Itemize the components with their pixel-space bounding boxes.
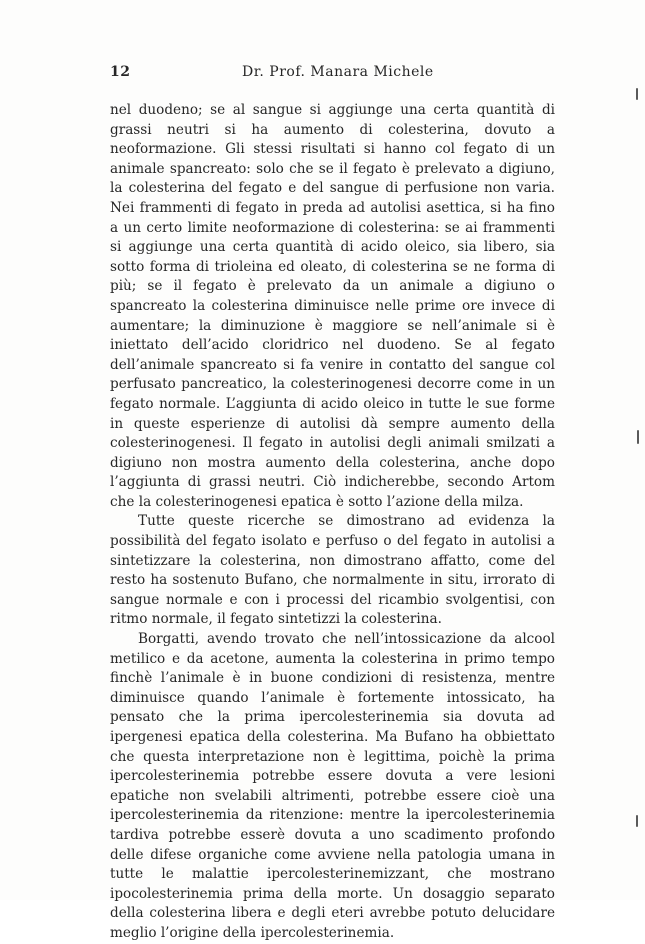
running-head: Dr. Prof. Manara Michele [242, 64, 434, 80]
scan-edge-mark-bottom [636, 815, 638, 827]
body-text [110, 101, 555, 944]
paragraph-3: Borgatti, avendo trovato che nell’intossicazione da alcool metilico e da acetone, aumenta la colesterina in primo tempo finchè l’animale è in buone condizioni di resistenza, mentre diminuisce quando l’animale è fortemente intossicato, ha pensato che la prima ipercolesterinemia sia dovuta ad ipergenesi epatica della colesterina. Ma Bufano ha obbiettato che questa interpretazione non è legittima, poichè la prima ipercolesterinemia potrebbe essere dovuta a vere lesioni epatiche non svelabili altrimenti, potrebbe essere cioè una ipercolesterinemia da ritenzione: mentre la ipercolesterinemia tardiva potrebbe esserè dovuta a uno scadimento profondo delle difese organiche come avviene nella patologia umana in tutte le malattie ipercolesterinemizzant, che mostrano ipocolesterinemia prima della morte. Un dosaggio separato della colesterina libera e degli eteri avrebbe potuto delucidare meglio l’origine della ipercolesterinemia. [110, 631, 555, 941]
page-header [110, 64, 530, 84]
scan-edge-mark-top [636, 88, 638, 100]
page-number: 12 [110, 64, 131, 80]
scan-edge-mark-middle [637, 430, 639, 444]
paragraph-1: nel duodeno; se al sangue si aggiunge una certa quantità di grassi neutri si ha aumento di colesterina, dovuto a neoformazione. Gli stessi risultati si hanno col fegato di un animale spancreato: solo che se il fegato è prelevato a digiuno, la colesterina del fegato e del sangue di perfusione non varia. Nei frammenti di fegato in preda ad autolisi asettica, si ha fino a un certo limite neoformazione di colesterina: se ai frammenti si aggiunge una certa quantità di acido oleico, sia libero, sia sotto forma di trioleina ed oleato, di colesterina se ne forma di più; se il fegato è prelevato da un animale a digiuno o spancreato la colesterina diminuisce nelle prime ore invece di aumentare; la diminuzione è maggiore se nell’animale si è iniettato dell’acido cloridrico nel duodeno. Se al fegato dell’animale spancreato si fa venire in contatto del sangue col perfusato pancreatico, la colesterinogenesi decorre come in un fegato normale. L’aggiunta di acido oleico in tutte le sue forme in queste esperienze di autolisi dà sempre aumento della colesterinogenesi. Il fegato in autolisi degli animali smilzati a digiuno non mostra aumento della colesterina, anche dopo l’aggiunta di grassi neutri. Ciò indicherebbe, secondo Artom che la colesterinogenesi epatica è sotto l’azione della milza. [110, 102, 555, 510]
paragraph-2: Tutte queste ricerche se dimostrano ad evidenza la possibilità del fegato isolato e perfuso o del fegato in autolisi a sintetizzare la colesterina, non dimostrano affatto, come del resto ha sostenuto Bufano, che normalmente in situ, irrorato di sangue normale e con i processi del ricambio svolgentisi, con ritmo normale, il fegato sintetizzi la colesterina. [110, 513, 555, 628]
